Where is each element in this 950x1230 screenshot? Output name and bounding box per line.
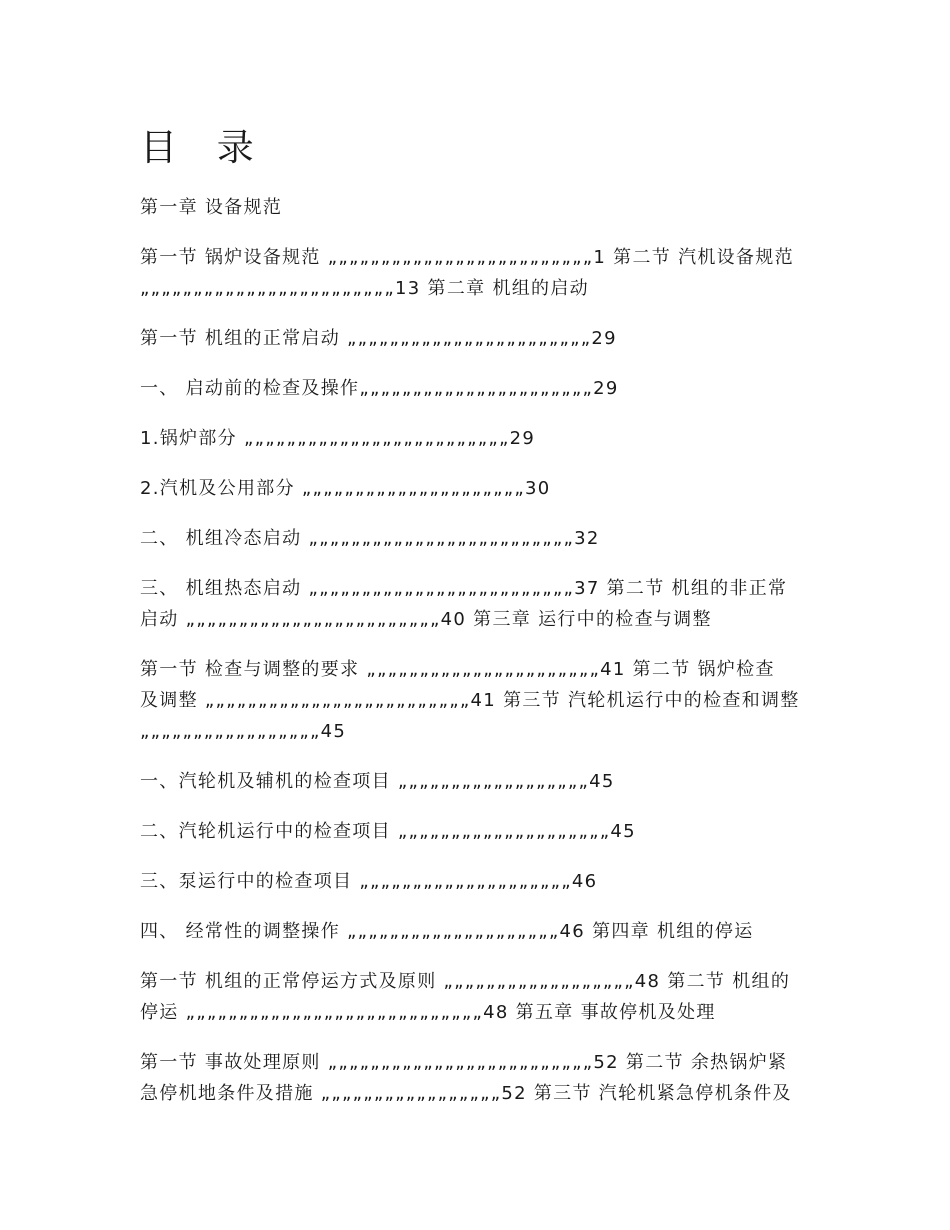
toc-entry xyxy=(140,766,808,797)
toc-entry xyxy=(140,423,808,454)
toc-line: 一、汽轮机及辅机的检查项目 „„„„„„„„„„„„„„„„„„45 xyxy=(140,771,615,792)
toc-entry xyxy=(140,192,808,223)
toc-line: 二、 机组冷态启动 „„„„„„„„„„„„„„„„„„„„„„„„„32 xyxy=(140,528,600,549)
toc-line: 三、泵运行中的检查项目 „„„„„„„„„„„„„„„„„„„„46 xyxy=(140,871,598,892)
toc-line: 二、汽轮机运行中的检查项目 „„„„„„„„„„„„„„„„„„„„45 xyxy=(140,821,636,842)
toc-line: 急停机地条件及措施 „„„„„„„„„„„„„„„„„52 第三节 汽轮机紧急停机条件及 xyxy=(140,1083,792,1104)
toc-entry xyxy=(140,242,808,304)
toc-entry xyxy=(140,473,808,504)
toc-line: 第一节 检查与调整的要求 „„„„„„„„„„„„„„„„„„„„„„41 第二节 锅炉检查 xyxy=(140,659,775,680)
toc-entry xyxy=(140,966,808,1028)
toc-line: 三、 机组热态启动 „„„„„„„„„„„„„„„„„„„„„„„„„37 第二节 机组的非正常 xyxy=(140,578,788,599)
table-of-contents xyxy=(140,192,808,1128)
toc-line: 停运 „„„„„„„„„„„„„„„„„„„„„„„„„„„„48 第五章 事故停机及处理 xyxy=(140,1002,716,1023)
toc-entry xyxy=(140,866,808,897)
toc-line: 四、 经常性的调整操作 „„„„„„„„„„„„„„„„„„„„46 第四章 机组的停运 xyxy=(140,921,754,942)
page-title: 目 录 xyxy=(140,126,268,169)
toc-line: 第一节 机组的正常停运方式及原则 „„„„„„„„„„„„„„„„„„48 第二节 机组的 xyxy=(140,971,791,992)
toc-entry xyxy=(140,816,808,847)
toc-line: 第一节 事故处理原则 „„„„„„„„„„„„„„„„„„„„„„„„„52 第二节 余热锅炉紧 xyxy=(140,1052,788,1073)
toc-line: „„„„„„„„„„„„„„„„„45 xyxy=(140,721,347,742)
toc-entry xyxy=(140,323,808,354)
toc-line: 启动 „„„„„„„„„„„„„„„„„„„„„„„„40 第三章 运行中的检查与调整 xyxy=(140,609,712,630)
toc-line: 一、 启动前的检查及操作„„„„„„„„„„„„„„„„„„„„„„29 xyxy=(140,378,619,399)
toc-line: „„„„„„„„„„„„„„„„„„„„„„„„13 第二章 机组的启动 xyxy=(140,278,589,299)
toc-line: 1.锅炉部分 „„„„„„„„„„„„„„„„„„„„„„„„„29 xyxy=(140,428,536,449)
toc-line: 第一章 设备规范 xyxy=(140,197,283,218)
toc-entry xyxy=(140,654,808,747)
toc-entry xyxy=(140,573,808,635)
toc-entry xyxy=(140,916,808,947)
toc-entry xyxy=(140,373,808,404)
toc-line: 2.汽机及公用部分 „„„„„„„„„„„„„„„„„„„„„30 xyxy=(140,478,551,499)
toc-line: 及调整 „„„„„„„„„„„„„„„„„„„„„„„„„41 第三节 汽轮机运行中的检查和调整 xyxy=(140,690,800,711)
toc-line: 第一节 机组的正常启动 „„„„„„„„„„„„„„„„„„„„„„„29 xyxy=(140,328,617,349)
toc-line: 第一节 锅炉设备规范 „„„„„„„„„„„„„„„„„„„„„„„„„1 第二节 汽机设备规范 xyxy=(140,247,794,268)
toc-entry xyxy=(140,1047,808,1109)
toc-entry xyxy=(140,523,808,554)
